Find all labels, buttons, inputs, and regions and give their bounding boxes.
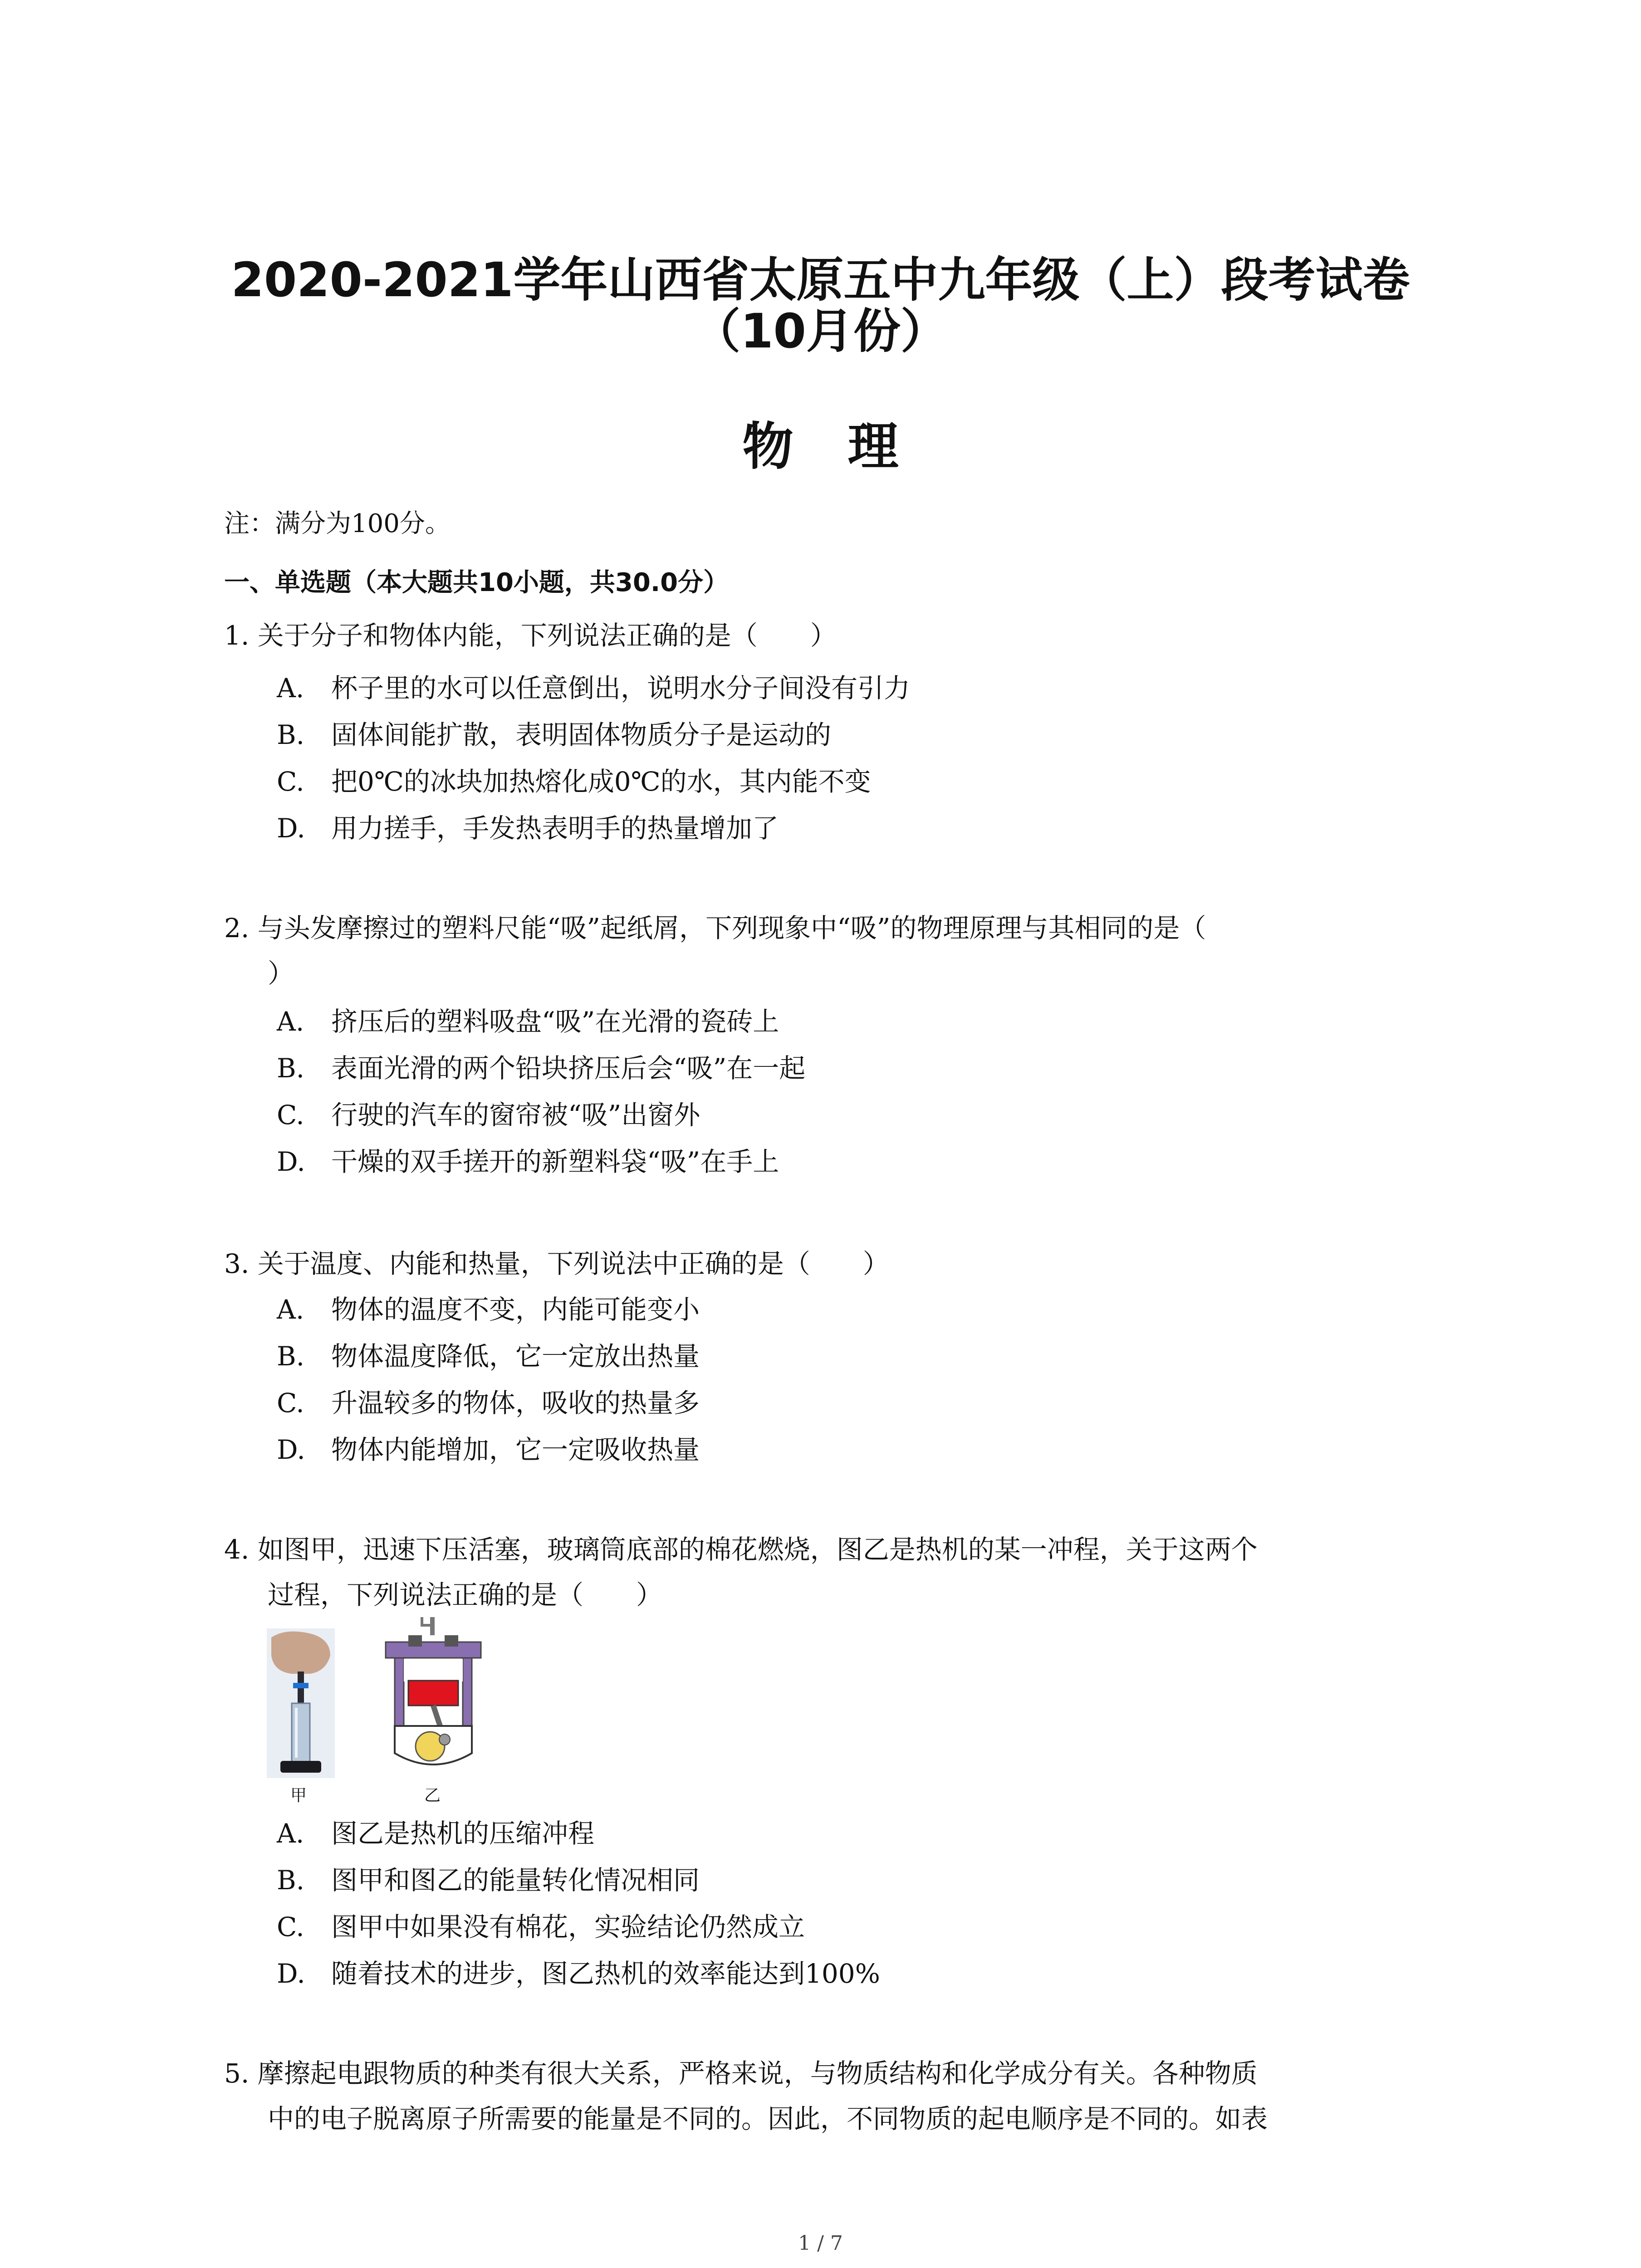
option-text: 用力搓手，手发热表明手的热量增加了 (331, 813, 779, 844)
option-text: 杯子里的水可以任意倒出，说明水分子间没有引力 (331, 673, 911, 704)
q4-option-d (277, 1952, 880, 1990)
exam-title-line1: 2020-2021学年山西省太原五中九年级（上）段考试卷 (231, 252, 1410, 308)
question-2-stem-continued (268, 950, 1484, 997)
question-number: 1. (224, 620, 250, 651)
option-text: 随着技术的进步，图乙热机的效率能达到100% (331, 1958, 880, 1989)
figure-label-jia: 甲 (290, 1786, 307, 1805)
option-text: 物体温度降低，它一定放出热量 (331, 1341, 700, 1372)
question-number: 4. (224, 1534, 250, 1565)
option-text: 物体内能增加，它一定吸收热量 (331, 1434, 700, 1465)
option-letter: B. (277, 1865, 305, 1896)
q2-option-d (277, 1140, 779, 1178)
question-text: 中的电子脱离原子所需要的能量是不同的。因此，不同物质的起电顺序是不同的。如表 (268, 2103, 1268, 2134)
option-letter: C. (277, 1388, 304, 1418)
q3-option-d (277, 1428, 700, 1466)
option-letter: A. (277, 1294, 304, 1325)
question-4-stem-continued (268, 1572, 1484, 1618)
question-number: 2. (224, 913, 250, 943)
q1-option-c (277, 760, 871, 798)
question-3-stem (224, 1241, 1440, 1287)
question-text: 关于温度、内能和热量，下列说法中正确的是（ ） (257, 1248, 889, 1279)
q2-option-a (277, 1000, 779, 1038)
figure-yi-engine-cylinder (377, 1617, 490, 1780)
option-text: 升温较多的物体，吸收的热量多 (331, 1388, 700, 1418)
option-letter: D. (277, 813, 305, 844)
option-text: 图乙是热机的压缩冲程 (331, 1818, 595, 1849)
question-5-stem-continued (268, 2096, 1484, 2142)
question-text: 过程，下列说法正确的是（ ） (268, 1579, 663, 1610)
option-letter: B. (277, 719, 305, 750)
option-letter: A. (277, 1818, 304, 1849)
figure-label-yi: 乙 (424, 1786, 441, 1805)
q1-option-d (277, 807, 779, 845)
option-text: 物体的温度不变，内能可能变小 (331, 1294, 700, 1325)
option-text: 行驶的汽车的窗帘被“吸”出窗外 (331, 1100, 700, 1130)
option-text: 图甲中如果没有棉花，实验结论仍然成立 (331, 1911, 805, 1942)
option-letter: A. (277, 673, 304, 704)
q4-option-c (277, 1906, 805, 1944)
question-text: 与头发摩擦过的塑料尺能“吸”起纸屑，下列现象中“吸”的物理原理与其相同的是（ (257, 913, 1206, 943)
q1-option-b (277, 714, 831, 752)
exam-title-line2: （10月份） (693, 303, 948, 359)
question-text: 如图甲，迅速下压活塞，玻璃筒底部的棉花燃烧，图乙是热机的某一冲程，关于这两个 (257, 1534, 1258, 1565)
q2-option-c (277, 1094, 700, 1132)
question-4-stem (224, 1526, 1458, 1573)
option-letter: C. (277, 766, 304, 797)
question-2-stem (224, 905, 1458, 952)
q2-option-b (277, 1047, 805, 1085)
q4-option-b (277, 1859, 700, 1897)
q4-option-a (277, 1812, 594, 1850)
section-heading: 一、单选题（本大题共10小题，共30.0分） (224, 568, 729, 597)
subject-heading: 物理 (742, 417, 953, 476)
question-text: ） (268, 958, 294, 989)
option-letter: B. (277, 1341, 305, 1372)
option-letter: D. (277, 1434, 305, 1465)
option-text: 表面光滑的两个铅块挤压后会“吸”在一起 (331, 1053, 806, 1084)
option-text: 固体间能扩散，表明固体物质分子是运动的 (331, 719, 832, 750)
q3-option-c (277, 1382, 700, 1420)
option-letter: D. (277, 1958, 305, 1989)
q1-option-a (277, 667, 910, 705)
option-text: 挤压后的塑料吸盘“吸”在光滑的瓷砖上 (331, 1006, 779, 1037)
option-letter: C. (277, 1100, 304, 1130)
option-letter: D. (277, 1146, 305, 1177)
option-letter: C. (277, 1911, 304, 1942)
option-text: 干燥的双手搓开的新塑料袋“吸”在手上 (331, 1146, 779, 1177)
option-text: 图甲和图乙的能量转化情况相同 (331, 1865, 700, 1896)
page-number: 1 / 7 (798, 2232, 843, 2255)
option-text: 把0℃的冰块加热熔化成0℃的水，其内能不变 (331, 766, 871, 797)
figure-jia-piston-tube (267, 1628, 335, 1778)
question-number: 5. (224, 2058, 250, 2089)
q3-option-a (277, 1288, 700, 1326)
q3-option-b (277, 1335, 700, 1373)
option-letter: A. (277, 1006, 304, 1037)
question-text: 关于分子和物体内能，下列说法正确的是（ ） (257, 620, 837, 651)
question-number: 3. (224, 1248, 250, 1279)
option-letter: B. (277, 1053, 305, 1084)
score-note: 注：满分为100分。 (224, 509, 451, 538)
question-text: 摩擦起电跟物质的种类有很大关系，严格来说，与物质结构和化学成分有关。各种物质 (257, 2058, 1258, 2089)
question-1-stem (224, 612, 1440, 659)
question-5-stem (224, 2050, 1458, 2097)
